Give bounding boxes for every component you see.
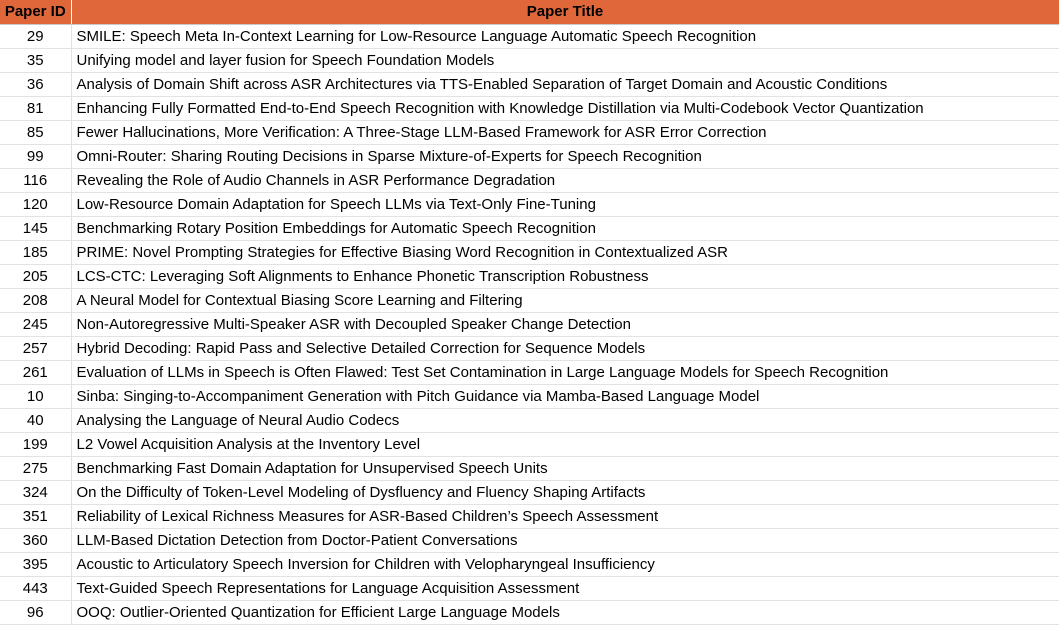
table-row [0, 360, 1059, 384]
table-body [0, 24, 1059, 624]
paper-title-cell[interactable]: SMILE: Speech Meta In-Context Learning for Low-Resource Language Automatic Speech Recognition [71, 24, 1059, 48]
paper-id-cell[interactable]: 257 [0, 336, 71, 360]
table-row [0, 240, 1059, 264]
paper-title-cell[interactable]: Unifying model and layer fusion for Speech Foundation Models [71, 48, 1059, 72]
paper-id-cell[interactable]: 275 [0, 456, 71, 480]
table-row [0, 576, 1059, 600]
paper-title-cell[interactable]: Fewer Hallucinations, More Verification: A Three-Stage LLM-Based Framework for ASR Error Correction [71, 120, 1059, 144]
header-cell-paper-title[interactable]: Paper Title [71, 0, 1059, 24]
paper-title-cell[interactable]: PRIME: Novel Prompting Strategies for Effective Biasing Word Recognition in Contextualized ASR [71, 240, 1059, 264]
paper-title-cell[interactable]: Acoustic to Articulatory Speech Inversion for Children with Velopharyngeal Insufficiency [71, 552, 1059, 576]
table-row [0, 480, 1059, 504]
table-row [0, 216, 1059, 240]
table-row [0, 312, 1059, 336]
table-row [0, 528, 1059, 552]
table-row [0, 456, 1059, 480]
table-row [0, 504, 1059, 528]
paper-id-cell[interactable]: 443 [0, 576, 71, 600]
paper-id-cell[interactable]: 29 [0, 24, 71, 48]
table-row [0, 192, 1059, 216]
paper-title-cell[interactable]: OOQ: Outlier-Oriented Quantization for Efficient Large Language Models [71, 600, 1059, 624]
paper-id-cell[interactable]: 96 [0, 600, 71, 624]
paper-id-cell[interactable]: 120 [0, 192, 71, 216]
table-row [0, 48, 1059, 72]
paper-id-cell[interactable]: 261 [0, 360, 71, 384]
paper-title-cell[interactable]: On the Difficulty of Token-Level Modeling of Dysfluency and Fluency Shaping Artifacts [71, 480, 1059, 504]
paper-id-cell[interactable]: 40 [0, 408, 71, 432]
paper-title-cell[interactable]: Non-Autoregressive Multi-Speaker ASR with Decoupled Speaker Change Detection [71, 312, 1059, 336]
paper-title-cell[interactable]: Analysing the Language of Neural Audio Codecs [71, 408, 1059, 432]
paper-id-cell[interactable]: 99 [0, 144, 71, 168]
table-row [0, 72, 1059, 96]
paper-id-cell[interactable]: 199 [0, 432, 71, 456]
paper-title-cell[interactable]: Reliability of Lexical Richness Measures for ASR-Based Children’s Speech Assessment [71, 504, 1059, 528]
paper-id-cell[interactable]: 351 [0, 504, 71, 528]
paper-title-cell[interactable]: Enhancing Fully Formatted End-to-End Speech Recognition with Knowledge Distillation via Multi-Codebook Vector Quantization [71, 96, 1059, 120]
paper-title-cell[interactable]: Omni-Router: Sharing Routing Decisions in Sparse Mixture-of-Experts for Speech Recognition [71, 144, 1059, 168]
paper-title-cell[interactable]: Evaluation of LLMs in Speech is Often Flawed: Test Set Contamination in Large Language Models for Speech Recognition [71, 360, 1059, 384]
paper-title-cell[interactable]: Low-Resource Domain Adaptation for Speech LLMs via Text-Only Fine-Tuning [71, 192, 1059, 216]
header-cell-paper-id[interactable]: Paper ID [0, 0, 71, 24]
paper-id-cell[interactable]: 116 [0, 168, 71, 192]
paper-id-cell[interactable]: 360 [0, 528, 71, 552]
paper-id-cell[interactable]: 208 [0, 288, 71, 312]
paper-id-cell[interactable]: 245 [0, 312, 71, 336]
table-row [0, 264, 1059, 288]
paper-id-cell[interactable]: 35 [0, 48, 71, 72]
table-row [0, 144, 1059, 168]
paper-title-cell[interactable]: Analysis of Domain Shift across ASR Architectures via TTS-Enabled Separation of Target Domain and Acoustic Conditions [71, 72, 1059, 96]
table-row [0, 432, 1059, 456]
table-row [0, 120, 1059, 144]
paper-id-cell[interactable]: 395 [0, 552, 71, 576]
paper-title-cell[interactable]: Text-Guided Speech Representations for Language Acquisition Assessment [71, 576, 1059, 600]
paper-title-cell[interactable]: Benchmarking Rotary Position Embeddings for Automatic Speech Recognition [71, 216, 1059, 240]
table-row [0, 384, 1059, 408]
table-row [0, 24, 1059, 48]
paper-id-cell[interactable]: 145 [0, 216, 71, 240]
paper-title-cell[interactable]: Benchmarking Fast Domain Adaptation for Unsupervised Speech Units [71, 456, 1059, 480]
paper-id-cell[interactable]: 85 [0, 120, 71, 144]
table-row [0, 408, 1059, 432]
table-row [0, 96, 1059, 120]
paper-title-cell[interactable]: Revealing the Role of Audio Channels in ASR Performance Degradation [71, 168, 1059, 192]
paper-title-cell[interactable]: Hybrid Decoding: Rapid Pass and Selective Detailed Correction for Sequence Models [71, 336, 1059, 360]
paper-id-cell[interactable]: 36 [0, 72, 71, 96]
paper-title-cell[interactable]: LCS-CTC: Leveraging Soft Alignments to Enhance Phonetic Transcription Robustness [71, 264, 1059, 288]
paper-id-cell[interactable]: 324 [0, 480, 71, 504]
paper-title-cell[interactable]: Sinba: Singing-to-Accompaniment Generation with Pitch Guidance via Mamba-Based Language Model [71, 384, 1059, 408]
table-row [0, 336, 1059, 360]
header-row [0, 0, 1059, 24]
paper-title-cell[interactable]: L2 Vowel Acquisition Analysis at the Inventory Level [71, 432, 1059, 456]
table-row [0, 600, 1059, 624]
paper-title-cell[interactable]: LLM-Based Dictation Detection from Doctor-Patient Conversations [71, 528, 1059, 552]
paper-id-cell[interactable]: 81 [0, 96, 71, 120]
table-row [0, 288, 1059, 312]
table-row [0, 168, 1059, 192]
paper-id-cell[interactable]: 185 [0, 240, 71, 264]
table-row [0, 552, 1059, 576]
paper-id-cell[interactable]: 205 [0, 264, 71, 288]
paper-id-cell[interactable]: 10 [0, 384, 71, 408]
paper-title-cell[interactable]: A Neural Model for Contextual Biasing Score Learning and Filtering [71, 288, 1059, 312]
